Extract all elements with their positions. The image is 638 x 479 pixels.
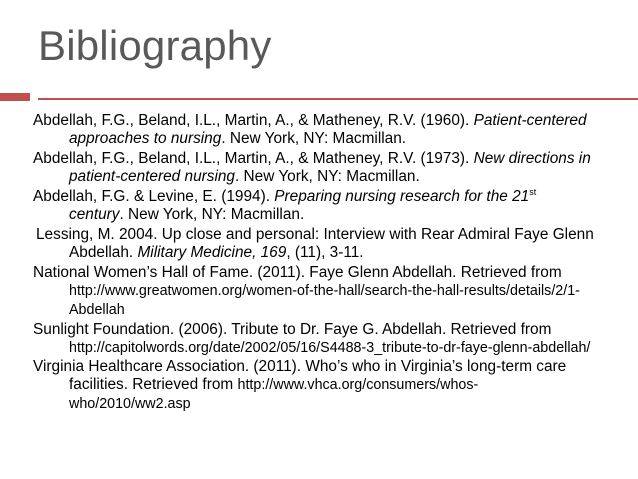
- reference-item: [33, 226, 595, 262]
- reference-publisher: . New York, NY: Macmillan.: [119, 205, 305, 223]
- reference-item: [33, 188, 595, 224]
- reference-list: [33, 112, 595, 416]
- reference-publisher: . New York, NY: Macmillan.: [234, 167, 420, 185]
- reference-item: [33, 264, 595, 319]
- reference-title: Patient-centered approaches to nursing: [69, 112, 587, 147]
- title-accent-bar: [0, 93, 30, 101]
- reference-url: http://www.vhca.org/consumers/whos-who/2010/ww2.asp: [69, 377, 479, 412]
- reference-journal: Military Medicine, 169: [137, 244, 287, 262]
- title-underline: [38, 98, 638, 100]
- reference-text: Virginia Healthcare Association. (2011). Who’s who in Virginia’s long-term care facilities. Retrieved from: [33, 358, 567, 394]
- reference-title: New directions in patient-centered nursing: [69, 150, 591, 185]
- reference-text: Abdellah, F.G., Beland, I.L., Martin, A., & Matheney, R.V. (1973).: [33, 150, 474, 168]
- reference-item: [33, 150, 595, 186]
- slide-title: Bibliography: [38, 22, 272, 69]
- reference-pages: , (11), 3-11.: [286, 244, 364, 262]
- reference-item: [33, 358, 595, 413]
- reference-text: Abdellah, F.G. & Levine, E. (1994).: [33, 188, 275, 206]
- reference-title-cont: century: [69, 205, 120, 223]
- reference-url: http://capitolwords.org/date/2002/05/16/S4488-3_tribute-to-dr-faye-glenn-abdellah/: [69, 339, 591, 356]
- reference-text: National Women’s Hall of Fame. (2011). Faye Glenn Abdellah. Retrieved from: [33, 264, 562, 282]
- reference-item: [33, 112, 595, 148]
- reference-text: Sunlight Foundation. (2006). Tribute to Dr. Faye G. Abdellah. Retrieved from: [33, 320, 552, 338]
- reference-superscript: st: [529, 187, 537, 198]
- reference-title: Preparing nursing research for the 21: [274, 188, 530, 206]
- reference-item: [33, 321, 595, 358]
- reference-text: Abdellah, F.G., Beland, I.L., Martin, A., & Matheney, R.V. (1960).: [33, 112, 474, 129]
- reference-url: http://www.greatwomen.org/women-of-the-hall/search-the-hall-results/details/2/1-Abdellah: [69, 283, 580, 318]
- reference-publisher: . New York, NY: Macmillan.: [221, 129, 407, 147]
- reference-text: Lessing, M. 2004. Up close and personal: Interview with Rear Admiral Faye Glenn Abdellah.: [36, 226, 594, 262]
